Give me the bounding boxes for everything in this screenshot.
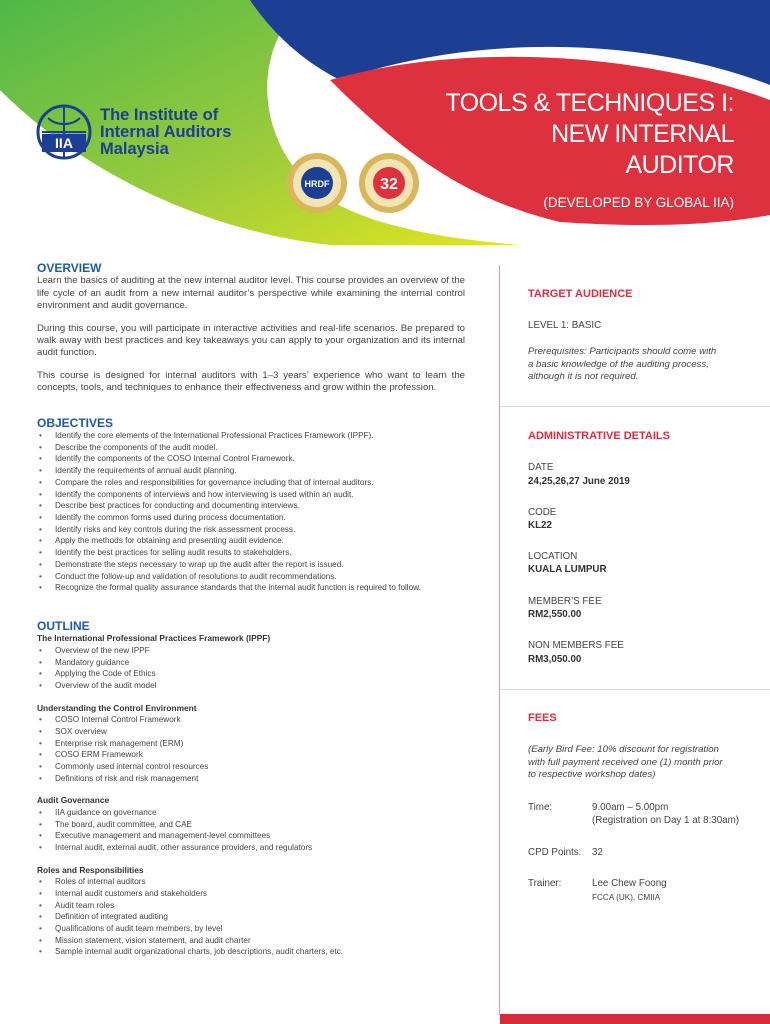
outline-group-title: Roles and Responsibilities (37, 864, 144, 875)
list-item: • Conduct the follow-up and validation of resolutions to audit recommendations. (37, 571, 465, 583)
svg-text:32: 32 (380, 176, 398, 193)
trainer-label: Trainer: (528, 878, 562, 889)
overview-paragraph-2: During this course, you will participate in interactive activities and real-life scenarios. Be prepared to walk away with best practices and key takeaways you can apply to your organization and its internal audit function. (37, 322, 465, 359)
list-item: • Definitions of risk and risk management (37, 773, 465, 785)
list-item: • Audit team roles (37, 900, 465, 912)
org-name-line2: Internal Auditors (100, 122, 232, 141)
outline-group-list (37, 876, 465, 958)
list-item: • Mission statement, vision statement, and audit charter (37, 935, 465, 947)
list-item: • COSO ERM Framework (37, 749, 465, 761)
list-item: • Internal audit customers and stakeholders (37, 888, 465, 900)
overview-paragraph-3: This course is designed for internal auditors with 1–3 years’ experience who want to learn the concepts, tools, and techniques to enhance their effectiveness and grow within the profession. (37, 369, 465, 394)
early-bird-note: (Early Bird Fee: 10% discount for registration with full payment received one (1) month prior to respective workshop dates) (528, 744, 723, 781)
outline-group-title: The International Professional Practices Framework (IPPF) (37, 633, 271, 644)
time-label: Time: (528, 802, 553, 813)
section-divider (500, 406, 770, 407)
time-value: 9.00am – 5.00pm (592, 802, 669, 813)
org-name-line3: Malaysia (100, 139, 169, 158)
fees-heading: FEES (528, 712, 557, 724)
list-item: • Sample internal audit organizational charts, job descriptions, audit charters, etc. (37, 946, 465, 958)
objectives-list (37, 430, 465, 594)
list-item: • Identify the requirements of annual audit planning. (37, 465, 465, 477)
list-item: • IIA guidance on governance (37, 807, 465, 819)
cpd-points-badge-icon (358, 152, 420, 214)
org-name-line1: The Institute of (100, 105, 219, 124)
outline-group-list (37, 645, 465, 692)
location-label: LOCATION (528, 551, 578, 562)
footer-accent-bar (500, 1014, 770, 1024)
list-item: • Demonstrate the steps necessary to wrap up the audit after the report is issued. (37, 559, 465, 571)
target-prerequisites: Prerequisites: Participants should come with a basic knowledge of the auditing process, although it is not required. (528, 346, 717, 383)
list-item: • Mandatory guidance (37, 657, 465, 669)
course-title-block (445, 88, 734, 210)
cpd-row (528, 847, 603, 860)
course-subtitle: (DEVELOPED BY GLOBAL IIA) (543, 195, 734, 210)
target-audience-heading: TARGET AUDIENCE (528, 288, 633, 300)
globe-icon (36, 104, 92, 160)
date-value: 24,25,26,27 June 2019 (528, 476, 630, 487)
non-member-fee-value: RM3,050.00 (528, 654, 582, 665)
list-item: • Identify the components of the COSO Internal Control Framework. (37, 453, 465, 465)
trainer-row (528, 878, 667, 891)
header-banner (0, 0, 770, 250)
list-item: • Qualifications of audit team members, by level (37, 923, 465, 935)
list-item: • Compare the roles and responsibilities for governance including that of internal auditors. (37, 477, 465, 489)
list-item: • Recognize the formal quality assurance standards that the internal audit function is required to follow. (37, 582, 465, 594)
overview-paragraph-1: Learn the basics of auditing at the new internal auditor level. This course provides an overview of the life cycle of an audit from a new internal auditor’s perspective while examining the internal control environment and audit governance. (37, 275, 465, 312)
trainer-credentials: FCCA (UK), CMIIA (592, 893, 661, 902)
overview-heading: OVERVIEW (37, 261, 102, 275)
outline-group-title: Understanding the Control Environment (37, 702, 197, 713)
cpd-value: 32 (592, 847, 603, 858)
outline-group-list (37, 807, 465, 854)
target-level: LEVEL 1: BASIC (528, 320, 602, 331)
registration-note: (Registration on Day 1 at 8:30am) (592, 815, 740, 826)
hrdf-badge-icon (286, 152, 348, 214)
list-item: • Internal audit, external audit, other assurance providers, and regulators (37, 842, 465, 854)
list-item: • The board, audit committee, and CAE (37, 819, 465, 831)
date-label: DATE (528, 462, 554, 473)
outline-group-list (37, 714, 465, 784)
list-item: • Definition of integrated auditing (37, 911, 465, 923)
list-item: • Enterprise risk management (ERM) (37, 738, 465, 750)
time-row (528, 802, 669, 815)
list-item: • Describe best practices for conducting and documenting interviews. (37, 500, 465, 512)
outline-group-title: Audit Governance (37, 795, 110, 806)
course-title-line2: NEW INTERNAL (551, 120, 734, 148)
list-item: • Roles of internal auditors (37, 876, 465, 888)
course-title-line1: TOOLS & TECHNIQUES I: (445, 89, 734, 117)
section-divider (500, 689, 770, 690)
list-item: • Identify the common forms used during process documentation. (37, 512, 465, 524)
location-value: KUALA LUMPUR (528, 564, 607, 575)
list-item: • COSO Internal Control Framework (37, 714, 465, 726)
list-item: • SOX overview (37, 726, 465, 738)
trainer-name: Lee Chew Foong (592, 878, 667, 889)
column-divider (499, 265, 500, 1015)
list-item: • Commonly used internal control resources (37, 761, 465, 773)
admin-details-heading: ADMINISTRATIVE DETAILS (528, 430, 670, 442)
list-item: • Describe the components of the audit model. (37, 442, 465, 454)
cpd-label: CPD Points: (528, 847, 582, 858)
list-item: • Overview of the audit model (37, 680, 465, 692)
course-title-line3: AUDITOR (625, 151, 734, 179)
left-column (37, 262, 465, 958)
list-item: • Executive management and management-level committees (37, 830, 465, 842)
list-item: • Overview of the new IPPF (37, 645, 465, 657)
iia-logo (36, 104, 231, 160)
list-item: • Applying the Code of Ethics (37, 668, 465, 680)
svg-text:IIA: IIA (55, 135, 73, 151)
svg-text:HRDF: HRDF (304, 179, 330, 189)
code-value: KL22 (528, 520, 552, 531)
list-item: • Apply the methods for obtaining and presenting audit evidence. (37, 535, 465, 547)
list-item: • Identify the components of interviews and how interviewing is used within an audit. (37, 489, 465, 501)
code-label: CODE (528, 507, 557, 518)
list-item: • Identify the best practices for selling audit results to stakeholders. (37, 547, 465, 559)
outline-heading: OUTLINE (37, 618, 90, 633)
non-member-fee-label: NON MEMBERS FEE (528, 640, 624, 651)
logo-org-name (100, 107, 231, 158)
list-item: • Identify risks and key controls during the risk assessment process. (37, 524, 465, 536)
list-item: • Identify the core elements of the International Professional Practices Framework (IPPF). (37, 430, 465, 442)
objectives-heading: OBJECTIVES (37, 415, 114, 430)
member-fee-label: MEMBER’S FEE (528, 596, 602, 607)
member-fee-value: RM2,550.00 (528, 609, 582, 620)
